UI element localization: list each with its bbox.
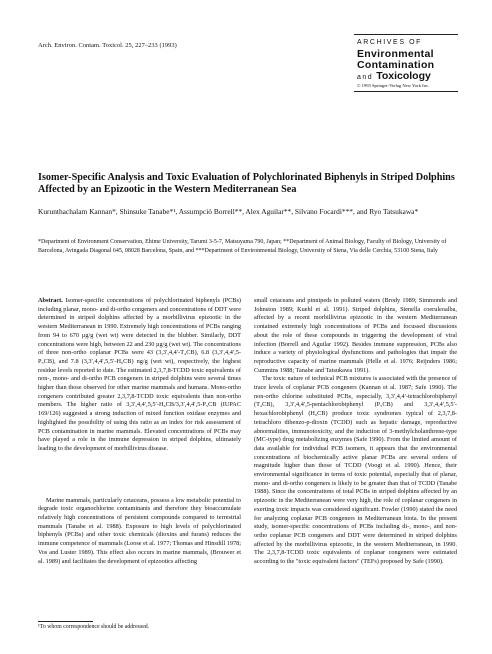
introduction-paragraph: Marine mammals, particularly cetaceans, possess a low metabolic potential to degrade toxic organochlorine contaminants and therefore they bioaccumulate relatively high concentrations of persistent compounds compared to terrestrial mammals (Tanabe et al. 1988). Exposure to high levels of polychlorinated biphenyls (PCBs) and other toxic chemicals (dioxins and furans) reduces the immune competence of mammals (Loose et al. 1977; Thomas and Hinsdill 1978; Vos and Luster 1989). This effect also occurs in marine mammals, (Brouwer et al. 1989) and facilitates the development of epizootics affecting [38, 496, 241, 565]
abstract-paragraph [38, 297, 241, 454]
correspondence-footnote: ¹To whom correspondence should be addressed. [38, 624, 150, 630]
right-paragraph-1: small cetaceans and pinnipeds in polluted waters (Brody 1989; Simmonds and Johnston 1989; Kuehl et al. 1991). Striped dolphins, Stenella coeruleoalba, affected by a recent morbillivirus epizootic in the western Mediterranean contained extremely high concentrations of PCBs and focussed discussions about the role of these compounds in triggering the development of viral infection (Borrell and Aguilar 1992). Besides immune suppression, PCBs also induce a variety of physiological dysfunctions and pathologies that impair the reproductive capacity of marine mammals (Helle et al. 1976; Reijnders 1986; Cummins 1988; Tanabe and Tatsukawa 1991). [254, 297, 457, 374]
right-paragraph-2: The toxic nature of technical PCB mixtures is associated with the presence of trace levels of coplanar PCB congeners (Kannan et al. 1987; Safe 1990). The non-ortho chlorine substituted PCBs, especially, 3,3′,4,4′-tetrachlorobiphenyl (T₄CB), 3,3′,4,4′,5-pentachlorobiphenyl (P₅CB) and 3,3′,4,4′,5,5′-hexachlorobiphenyl (H₆CB) produce toxic syndromes typical of 2,3,7,8-tetrachloro dibenzo-p-dioxin (TCDD) such as hepatic damage, reproductive abnormalities, immunotoxicity, and the induction of 3-methylcholanthrene-type (MC-type) drug metabolizing enzymes (Safe 1990). From the limited amount of data available for individual PCB isomers, it appears that the environmental concentrations of biochemically active planar PCBs are several orders of magnitude higher than those of TCDD (Voogt et al. 1990). Hence, their environmental significance in terms of toxic potential, especially that of planar, mono- and di-ortho congeners is likely to be greater than that of TCDD (Tanabe 1988). Since the concentrations of total PCBs in striped dolphins affected by an epizootic in the Mediterranean were very high, the role of coplanar congeners in exerting toxic impacts was considered significant. Fowler (1990) stated the need for analyzing coplanar PCB congeners in Mediterranean biota. In the present study, isomer-specific concentrations of PCBs including di-, mono-, and non-ortho coplanar PCB congeners and DDT were determined in striped dolphins affected by the morbillivirus epizootic, in the western Mediterranean, in 1990. The 2,3,7,8-TCDD toxic equivalents of coplanar congeners were estimated according to the "toxic equivalent factors" (TEFs) proposed by Safe (1990). [254, 375, 457, 566]
masthead-archives-of: ARCHIVES OF [357, 39, 423, 46]
article-affiliations: *Department of Environment Conservation, Ehime University, Tarumi 3-5-7, Matsuyama 790, Japan; **Department of Animal Biology, Faculty of Biology, University of Barcelona, Avingada Diagonal 645, 08028 Barcelona, Spain, and ***Department of Environmental Biology, University of Siena, Via delle Cerchia, 53100 Siena, Italy [38, 239, 447, 254]
abstract-text: Isomer-specific concentrations of polychlorinated biphenyls (PCBs) including planar, mono- and di-ortho congeners and concentrations of DDT were determined in striped dolphins affected by a morbillivirus epizootic in the western Mediterranean in 1990. Extremely high concentrations of PCBs ranging from 94 to 670 µg/g (wet wt) were detected in the blubber. Similarly, DDT concentrations were high, between 22 and 230 µg/g (wet wt). The concentrations of three non-ortho coplanar PCBs were 43 (3,3′,4,4′-T₄CB), 6.8 (3,3′,4,4′,5-P₅CB), and 7.8 (3,3′,4,4′,5,5′-H₆CB) ng/g (wet wt), respectively, the highest residue levels reported to date. The estimated 2,3,7,8-TCDD toxic equivalents of non-, mono- and di-ortho PCB congeners in striped dolphins were several times higher than those observed for other marine mammals and humans. Mono-ortho congeners contributed greater 2,3,7,8-TCDD toxic equivalents than non-ortho members. The higher ratio of 3,3′,4,4′,5,5′-H₆CB/3,3′,4,4′,5-P₅CB (IUPAC 169/126) suggested a strong induction of mixed function oxidase enzymes and highlighted the possibility of using this ratio as an index for risk assessment of PCB contamination in marine mammals. Elevated concentrations of PCBs may have played a role in the immune depression in striped dolphins, ultimately leading to the development of morbillivirus disease. [38, 297, 241, 452]
masthead-contamination: Contamination [357, 59, 435, 71]
article-authors: Kurunthachalam Kannan*, Shinsuke Tanabe*¹, Assumpció Borrell**, Alex Aguilar**, Silvano Focardi***, and Ryo Tatsukawa* [38, 207, 419, 216]
masthead-copyright: © 1993 Springer-Verlag New York Inc. [357, 83, 430, 88]
right-column [254, 297, 457, 567]
left-column [38, 297, 241, 566]
masthead-toxicology-line [357, 70, 431, 82]
journal-masthead [354, 34, 458, 92]
masthead-and: and [357, 74, 374, 81]
abstract-label: Abstract. [38, 297, 63, 304]
masthead-toxicology: Toxicology [376, 70, 431, 82]
footnote-divider [38, 621, 93, 622]
article-title: Isomer-Specific Analysis and Toxic Evaluation of Polychlorinated Biphenyls in Striped Dolphins Affected by an Epizootic in the Western Mediterranean Sea [38, 172, 455, 196]
journal-citation: Arch. Environ. Contam. Toxicol. 25, 227–233 (1993) [38, 42, 177, 49]
masthead-environmental: Environmental [357, 48, 434, 60]
